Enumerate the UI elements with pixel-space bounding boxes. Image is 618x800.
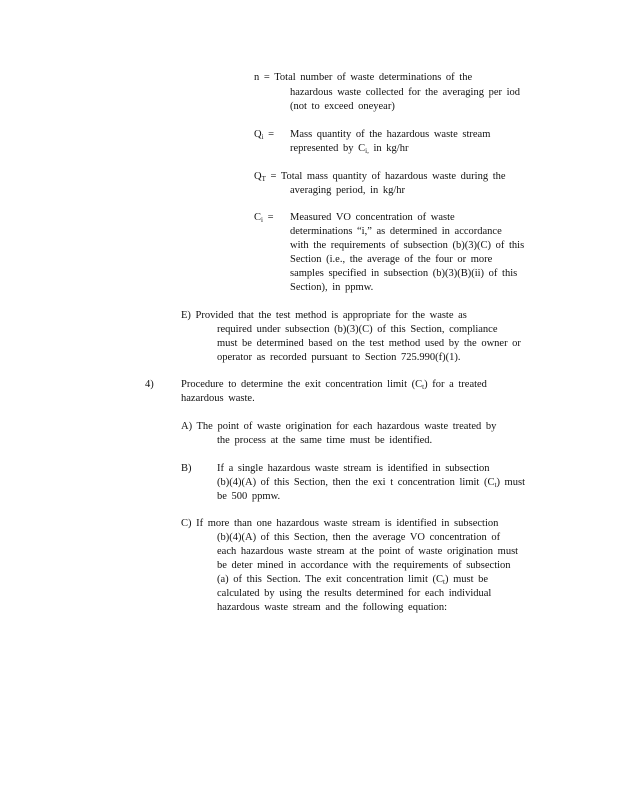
def-ci-line-3: with the requirements of subsection (b)(3)(C) of this xyxy=(290,240,525,251)
item-a-line-2: the process at the same time must be identified. xyxy=(217,435,433,446)
item-b-line-3: be 500 ppmw. xyxy=(217,491,281,502)
def-n-line-1: n = Total number of waste determinations of the xyxy=(254,72,473,83)
item-c-line-7: hazardous waste stream and the following equation: xyxy=(217,602,448,613)
def-ci-line-5: samples specified in subsection (b)(3)(B)(ii) of this xyxy=(290,268,518,279)
def-qt-line-1: $Q_T$ = Total mass quantity of hazardous waste during the xyxy=(254,171,506,183)
item-c-line-2: (b)(4)(A) of this Section, then the average VO concentration of xyxy=(217,532,501,543)
def-qi-line-1: Mass quantity of the hazardous waste stream xyxy=(290,129,491,140)
item-b-line-1: If a single hazardous waste stream is identified in subsection xyxy=(217,463,490,474)
item-c-line-4: be deter mined in accordance with the requirements of subsection xyxy=(217,560,511,571)
def-ci-line-6: Section), in ppmw. xyxy=(290,282,374,293)
item-4-line-1: Procedure to determine the exit concentration limit $(C_t)$ for a treated xyxy=(181,379,487,391)
item-4-line-2: hazardous waste. xyxy=(181,393,255,404)
def-n-line-2: hazardous waste collected for the averaging per iod xyxy=(290,87,521,98)
def-ci-line-1: Measured VO concentration of waste xyxy=(290,212,455,223)
def-ci-line-4: Section (i.e., the average of the four or more xyxy=(290,254,493,265)
item-c-line-1: C) If more than one hazardous waste stream is identified in subsection xyxy=(181,518,499,529)
def-qi-label: $Q_i$ = xyxy=(254,129,275,141)
def-ci-line-2: determinations “i,” as determined in accordance xyxy=(290,226,502,237)
def-n-line-3: (not to exceed oneyear) xyxy=(290,101,395,112)
item-c-line-3: each hazardous waste stream at the point of waste origination must xyxy=(217,546,519,557)
def-qi-line-2: represented by $C_{i,}$ in kg/hr xyxy=(290,143,409,155)
item-e-line-4: operator as recorded pursuant to Section 725.990(f)(1). xyxy=(217,352,461,363)
item-e-line-1: E) Provided that the test method is appropriate for the waste as xyxy=(181,310,467,321)
item-b-label: B) xyxy=(181,463,192,474)
def-ci-label: $C_i$ = xyxy=(254,212,274,224)
item-e-line-2: required under subsection (b)(3)(C) of this Section, compliance xyxy=(217,324,498,335)
item-c-line-6: calculated by using the results determined for each individual xyxy=(217,588,492,599)
item-4-number: 4) xyxy=(145,379,154,390)
item-a-line-1: A) The point of waste origination for each hazardous waste treated by xyxy=(181,421,497,432)
item-b-line-2: (b)(4)(A) of this Section, then the exi t concentration limit $(C_t)$ must xyxy=(217,477,525,489)
item-e-line-3: must be determined based on the test method used by the owner or xyxy=(217,338,521,349)
def-qt-line-2: averaging period, in kg/hr xyxy=(290,185,406,196)
item-c-line-5: (a) of this Section. The exit concentration limit $(C_t)$ must be xyxy=(217,574,489,586)
